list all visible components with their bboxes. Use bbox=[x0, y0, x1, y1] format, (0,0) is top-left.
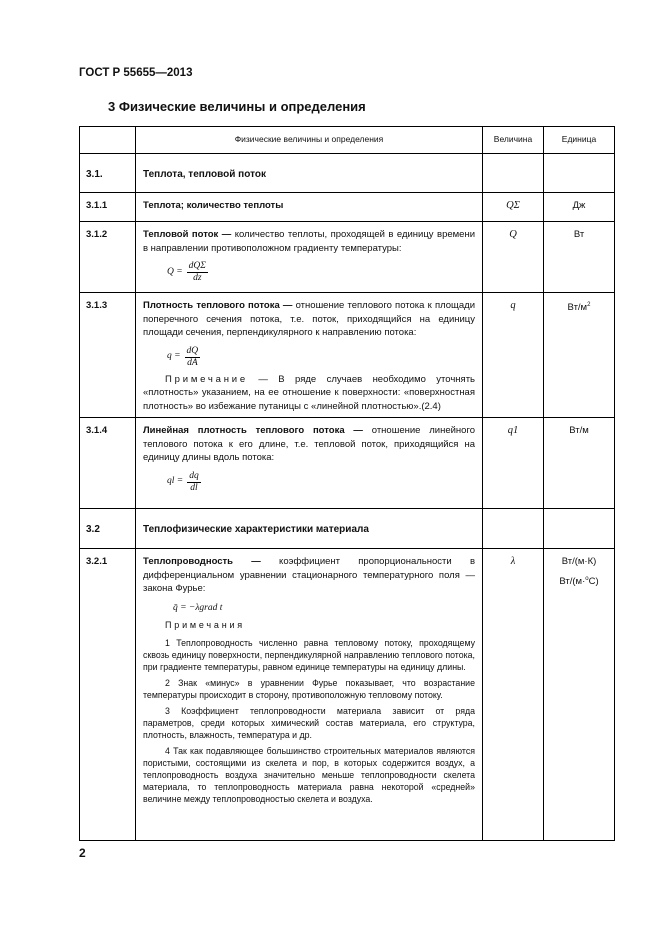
definition-cell bbox=[136, 222, 483, 293]
unit-values bbox=[544, 549, 615, 841]
header-definitions: Физические величины и определения bbox=[136, 127, 483, 154]
term: Теплопроводность — bbox=[143, 556, 261, 567]
row-number: 3.1.4 bbox=[80, 418, 136, 509]
definition-cell bbox=[136, 549, 483, 841]
definition-cell bbox=[136, 418, 483, 509]
note-label: Примечание bbox=[165, 373, 248, 385]
row-number: 3.2 bbox=[80, 509, 136, 549]
table-row-group bbox=[80, 154, 615, 193]
header-number bbox=[80, 127, 136, 154]
definition-text: количество теплоты, проходящей в единицу времени в направлении противоположном градиенту температуры: bbox=[143, 229, 475, 254]
header-quantity: Величина bbox=[483, 127, 544, 154]
unit-value: Вт/м bbox=[544, 418, 615, 509]
unit-base: Вт/м bbox=[567, 302, 588, 314]
table-row bbox=[80, 418, 615, 509]
fraction-denominator: dz bbox=[193, 273, 202, 283]
table-row bbox=[80, 193, 615, 222]
definition-cell bbox=[136, 193, 483, 222]
fraction bbox=[187, 261, 208, 284]
row-number: 3.1.2 bbox=[80, 222, 136, 293]
unit-value: Вт bbox=[544, 222, 615, 293]
group-title: Теплофизические характеристики материала bbox=[136, 509, 483, 549]
quantity-symbol: Q bbox=[483, 222, 544, 293]
definitions-table bbox=[79, 126, 615, 841]
definition-text: отношение теплового потока к площади поперечного сечения потока, т.е. поток, приходящийся на единицу площади сечения, перпендикулярного к направлению потока: bbox=[143, 300, 475, 338]
fraction bbox=[185, 346, 201, 369]
quantity-symbol: λ bbox=[483, 549, 544, 841]
quantity-symbol: q bbox=[483, 293, 544, 418]
term: Линейная плотность теплового потока — bbox=[143, 425, 363, 436]
term: Тепловой поток — bbox=[143, 229, 232, 240]
definition-cell bbox=[136, 293, 483, 418]
fraction-numerator: dQΣ bbox=[188, 261, 206, 271]
table-row bbox=[80, 549, 615, 841]
note-text: — В ряде случаев необходимо уточнять «плотность» указанием, на ее отношение к поверхности: «поверхностная плотность» во избежание путаницы с «линейной плотностью».(2.4) bbox=[143, 373, 475, 412]
document-code: ГОСТ Р 55655—2013 bbox=[79, 67, 193, 79]
note-paragraph: 3 Коэффициент теплопроводности материала зависит от ряда параметров, среди которых химический состав материала, его структура, плотность, влажность, температура и др. bbox=[143, 705, 475, 740]
definition-text: коэффициент пропорциональности в дифференциальном уравнении стационарного температурного поля — закона Фурье: bbox=[143, 556, 476, 594]
group-title: Теплота, тепловой поток bbox=[136, 154, 483, 193]
unit-value: Дж bbox=[544, 193, 615, 222]
section-title: 3 Физические величины и определения bbox=[108, 99, 366, 114]
unit-value: Вт/(м·К) bbox=[561, 556, 597, 567]
formula-lhs: ql = bbox=[167, 476, 184, 487]
table-row bbox=[80, 222, 615, 293]
unit-base: Вт/(м· bbox=[559, 575, 586, 587]
quantity-symbol: QΣ bbox=[483, 193, 544, 222]
fraction bbox=[187, 471, 201, 494]
page-number: 2 bbox=[79, 846, 86, 860]
fraction-denominator: dA bbox=[187, 357, 198, 368]
note bbox=[143, 373, 475, 414]
fraction-denominator: dl bbox=[190, 482, 198, 493]
unit-exponent: 2 bbox=[587, 302, 591, 308]
fraction-numerator: dQ bbox=[186, 345, 199, 356]
notes-label: Примечания bbox=[165, 620, 245, 630]
note-paragraph: 2 Знак «минус» в уравнении Фурье показывает, что возрастание температуры происходит в сторону, противоположную тепловому потоку. bbox=[143, 677, 475, 700]
definition-text: отношение линейного теплового потока к его длине, т.е. тепловой поток, приходящийся на единицу длины вдоль потока: bbox=[143, 425, 476, 463]
header-unit: Единица bbox=[544, 127, 615, 154]
unit-cell bbox=[544, 509, 615, 549]
unit-value-celsius bbox=[544, 573, 614, 589]
degree-symbol: о bbox=[585, 575, 589, 582]
row-number: 3.2.1 bbox=[80, 549, 136, 841]
quantity-cell bbox=[483, 509, 544, 549]
table-row-group bbox=[80, 509, 615, 549]
unit-end: С) bbox=[588, 575, 599, 587]
note-paragraph: 4 Так как подавляющее большинство строительных материалов являются пористыми, состоящими из скелета и пор, в которых содержится воздух, а теплопроводность воздуха значительно меньше теплопроводности скелета материала, то теплопроводность материала равна некоторой «средней» величине между теплопроводностью скелета и воздуха. bbox=[143, 745, 475, 804]
fraction-numerator: dq bbox=[189, 470, 199, 481]
quantity-symbol: q1 bbox=[483, 418, 544, 509]
term: Теплота; количество теплоты bbox=[143, 200, 284, 211]
unit-cell bbox=[544, 154, 615, 193]
unit-value bbox=[544, 293, 615, 418]
formula bbox=[167, 471, 475, 494]
note-paragraph: 1 Теплопроводность численно равна тепловому потоку, проходящему сквозь единицу поверхности, перпендикулярной направлению теплового потока, при градиенте температуры, равном единице температуры на единицу длины. bbox=[143, 637, 475, 672]
formula-lhs: q = bbox=[167, 351, 181, 362]
row-number: 3.1.1 bbox=[80, 193, 136, 222]
formula bbox=[167, 346, 475, 369]
quantity-cell bbox=[483, 154, 544, 193]
row-number: 3.1. bbox=[80, 154, 136, 193]
term: Плотность теплового потока — bbox=[143, 300, 293, 311]
table-row bbox=[80, 293, 615, 418]
row-number: 3.1.3 bbox=[80, 293, 136, 418]
fourier-formula: q̄ = −λgrad t bbox=[173, 602, 223, 613]
formula-lhs: Q = bbox=[167, 266, 183, 277]
table-header-row bbox=[80, 127, 615, 154]
formula bbox=[167, 261, 475, 284]
